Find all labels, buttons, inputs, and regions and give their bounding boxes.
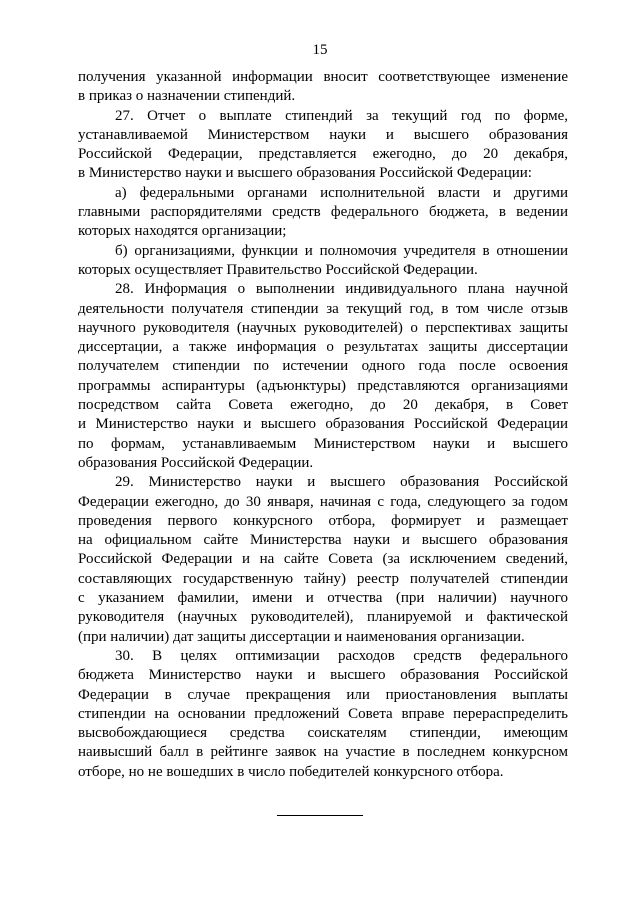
paragraph-29 (78, 473, 568, 647)
text-line: посредством сайта Совета ежегодно, до 20 декабря, в Совет (78, 397, 568, 414)
text-line: а) федеральными органами исполнительной власти и другими (115, 184, 568, 201)
end-separator-line (277, 815, 363, 816)
text-line: составляющих государственную тайну) реестр получателей стипендии (78, 570, 568, 587)
text-line: с указанием фамилии, имени и отчества (при наличии) научного (78, 590, 568, 607)
text-line: 30. В целях оптимизации расходов средств федерального (115, 647, 568, 664)
text-line: 27. Отчет о выплате стипендий за текущий год по форме, (115, 107, 568, 124)
text-line: руководителя (научных руководителей), планируемой и фактической (78, 609, 568, 626)
text-line: наивысший балл в рейтинге заявок на участие в последнем конкурсном (78, 744, 568, 761)
paragraph-30 (78, 647, 568, 782)
text-line: 29. Министерство науки и высшего образования Российской (115, 474, 568, 491)
text-line: устанавливаемой Министерством науки и высшего образования (78, 126, 568, 143)
text-line: б) организациями, функции и полномочия учредителя в отношении (115, 242, 568, 259)
text-line: в Министерство науки и высшего образования Российской Федерации: (78, 165, 532, 182)
page-number: 15 (312, 42, 328, 58)
text-line: проведения первого конкурсного отбора, формирует и размещает (78, 512, 568, 529)
text-line: Российской Федерации, представляется ежегодно, до 20 декабря, (78, 146, 568, 163)
text-line: программы аспирантуры (адъюнктуры) представляются организациями (78, 377, 568, 394)
text-line: Федерации ежегодно, до 30 января, начиная с года, следующего за годом (78, 493, 568, 510)
paragraph-continuation (78, 68, 568, 107)
text-line: которых находятся организации; (78, 223, 287, 240)
text-line: по формам, устанавливаемым Министерством науки и высшего (78, 435, 568, 452)
text-line: высвобождающиеся средства соискателям стипендии, имеющим (78, 725, 568, 742)
text-line: стипендии на основании предложений Совета вправе перераспределить (78, 705, 568, 722)
text-line: получения указанной информации вносит соответствующее изменение (78, 69, 568, 85)
text-line: научного руководителя (научных руководителей) о перспективах защиты (78, 319, 568, 336)
document-body (78, 68, 568, 782)
text-line: образования Российской Федерации. (78, 454, 314, 471)
paragraph-27-b (78, 242, 568, 281)
text-line: главными распорядителями средств федерального бюджета, в ведении (78, 204, 568, 221)
text-line: Российской Федерации и на сайте Совета (за исключением сведений, (78, 551, 568, 568)
text-line: диссертации, а также информация о результатах защиты диссертации (78, 339, 568, 356)
text-line: получателем стипендии по истечении одного года после освоения (78, 358, 568, 375)
paragraph-27 (78, 107, 568, 184)
text-line: Федерации в случае прекращения или приостановления выплаты (78, 686, 568, 703)
text-line: деятельности получателя стипендии за текущий год, в том числе отзыв (78, 300, 568, 317)
text-line: (при наличии) дат защиты диссертации и наименования организации. (78, 628, 525, 645)
paragraph-28 (78, 280, 568, 473)
text-line: отборе, но не вошедших в число победителей конкурсного отбора. (78, 763, 504, 780)
text-line: и Министерство науки и высшего образования Российской Федерации (78, 416, 568, 433)
paragraph-27-a (78, 184, 568, 242)
text-line: 28. Информация о выполнении индивидуального плана научной (115, 281, 568, 298)
text-line: бюджета Министерство науки и высшего образования Российской (78, 667, 568, 684)
text-line: на официальном сайте Министерства науки и высшего образования (78, 532, 568, 549)
text-line: которых осуществляет Правительство Российской Федерации. (78, 261, 478, 278)
text-line: в приказ о назначении стипендий. (78, 88, 296, 105)
